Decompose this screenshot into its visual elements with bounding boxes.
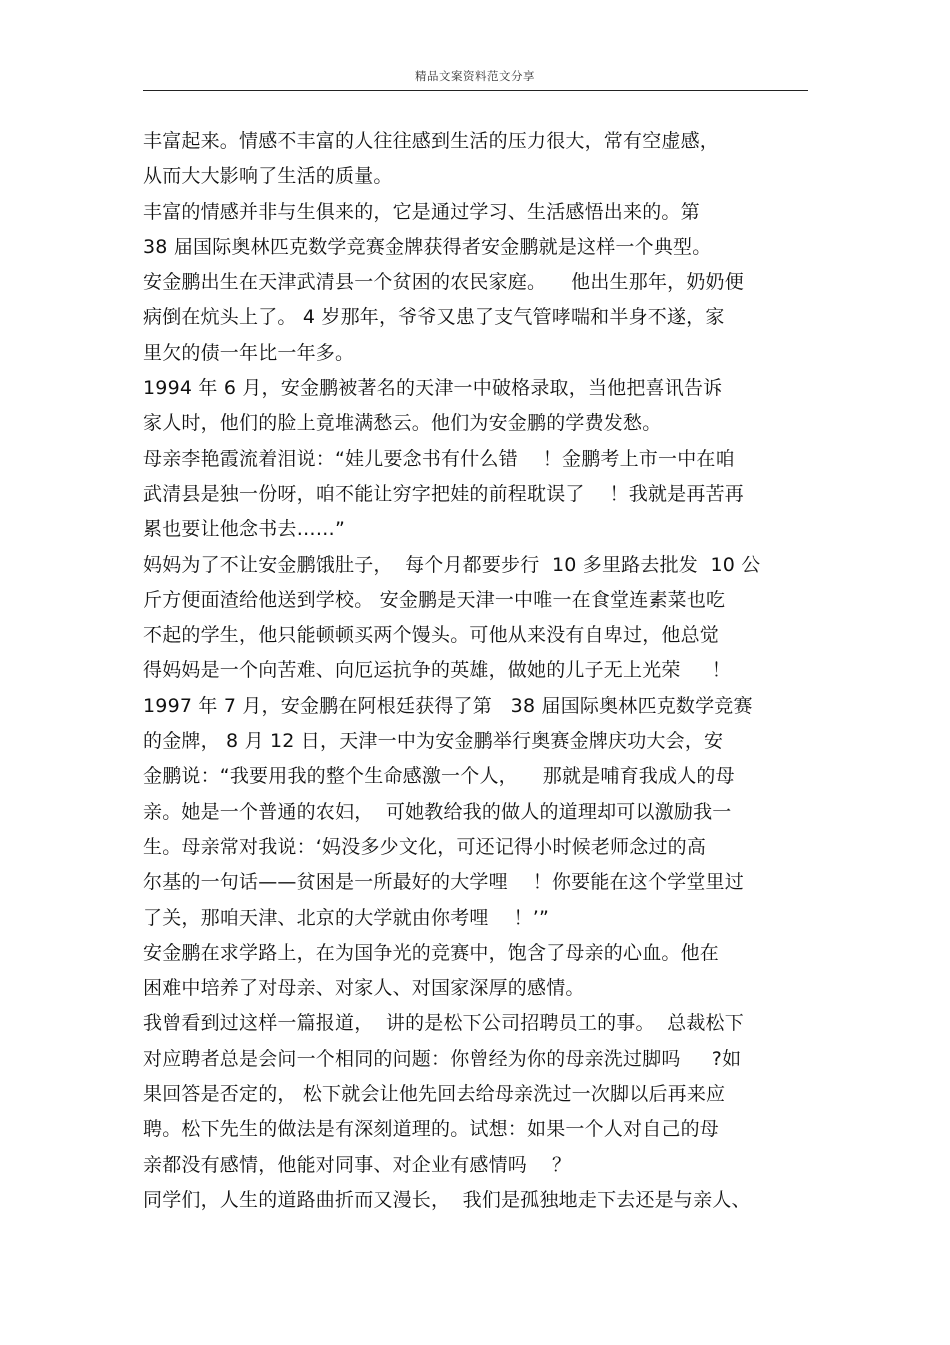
text-line: 聘。松下先生的做法是有深刻道理的。试想：如果一个人对自己的母 bbox=[143, 1118, 720, 1141]
text-line: 安金鹏出生在天津武清县一个贫困的农民家庭。 他出生那年，奶奶便 bbox=[143, 271, 744, 294]
text-line: 家人时，他们的脸上竟堆满愁云。他们为安金鹏的学费发愁。 bbox=[143, 412, 662, 435]
text-line: 从而大大影响了生活的质量。 bbox=[143, 165, 393, 188]
text-line: 亲都没有感情，他能对同事、对企业有感情吗 ？ bbox=[143, 1153, 572, 1176]
text-line: 丰富的情感并非与生俱来的，它是通过学习、生活感悟出来的。第 bbox=[143, 200, 700, 223]
header-divider bbox=[143, 90, 808, 91]
text-line: 困难中培养了对母亲、对家人、对国家深厚的感情。 bbox=[143, 977, 585, 1000]
text-line: 斤方便面渣给他送到学校。 安金鹏是天津一中唯一在食堂连素菜也吃 bbox=[143, 588, 726, 611]
text-line: 同学们，人生的道路曲折而又漫长， 我们是孤独地走下去还是与亲人、 bbox=[143, 1188, 751, 1211]
text-line: 得妈妈是一个向苦难、向厄运抗争的英雄，做她的儿子无上光荣 ！ bbox=[143, 659, 731, 682]
text-line: 丰富起来。情感不丰富的人往往感到生活的压力很大，常有空虚感， bbox=[143, 130, 720, 152]
text-line: 果回答是否定的， 松下就会让他先回去给母亲洗过一次脚以后再来应 bbox=[143, 1083, 726, 1106]
text-line: 亲。她是一个普通的农妇， 可她教给我的做人的道理却可以激励我一 bbox=[143, 800, 732, 823]
body-text bbox=[143, 124, 823, 1218]
text-line: 1997 年 7 月，安金鹏在阿根廷获得了第 38 届国际奥林匹克数学竞赛 bbox=[143, 694, 753, 717]
text-line: 妈妈为了不让安金鹏饿肚子， 每个月都要步行 10 多里路去批发 10 公 bbox=[143, 553, 761, 576]
text-line: 的金牌， 8 月 12 日，天津一中为安金鹏举行奥赛金牌庆功大会，安 bbox=[143, 730, 724, 753]
text-line: 里欠的债一年比一年多。 bbox=[143, 341, 355, 364]
text-line: 38 届国际奥林匹克数学竞赛金牌获得者安金鹏就是这样一个典型。 bbox=[143, 235, 712, 258]
text-line: 1994 年 6 月，安金鹏被著名的天津一中破格录取，当他把喜讯告诉 bbox=[143, 377, 723, 400]
text-line: 武清县是独一份呀，咱不能让穷字把娃的前程耽误了 ！我就是再苦再 bbox=[143, 482, 744, 505]
text-line: 尔基的一句话——贫困是一所最好的大学哩 ！你要能在这个学堂里过 bbox=[143, 871, 744, 894]
text-line: 安金鹏在求学路上，在为国争光的竞赛中，饱含了母亲的心血。他在 bbox=[143, 941, 720, 964]
text-line: 对应聘者总是会问一个相同的问题：你曾经为你的母亲洗过脚吗 ?如 bbox=[143, 1047, 742, 1070]
page-header: 精品文案资料范文分享 bbox=[415, 69, 535, 83]
text-line: 不起的学生，他只能顿顿买两个馒头。可他从来没有自卑过，他总觉 bbox=[143, 624, 720, 647]
text-line: 生。母亲常对我说：‘妈没多少文化，可还记得小时候老师念过的高 bbox=[143, 835, 707, 858]
text-line: 了关，那咱天津、北京的大学就由你考哩 ！’” bbox=[143, 906, 550, 929]
text-line: 金鹏说：“我要用我的整个生命感激一个人， 那就是哺育我成人的母 bbox=[143, 765, 735, 788]
text-line: 累也要让他念书去……” bbox=[143, 518, 346, 541]
text-line: 我曾看到过这样一篇报道， 讲的是松下公司招聘员工的事。 总裁松下 bbox=[143, 1012, 744, 1035]
text-line: 病倒在炕头上了。 4 岁那年，爷爷又患了支气管哮喘和半身不遂，家 bbox=[143, 306, 725, 329]
text-line: 母亲李艳霞流着泪说：“娃儿要念书有什么错 ！金鹏考上市一中在咱 bbox=[143, 447, 735, 470]
